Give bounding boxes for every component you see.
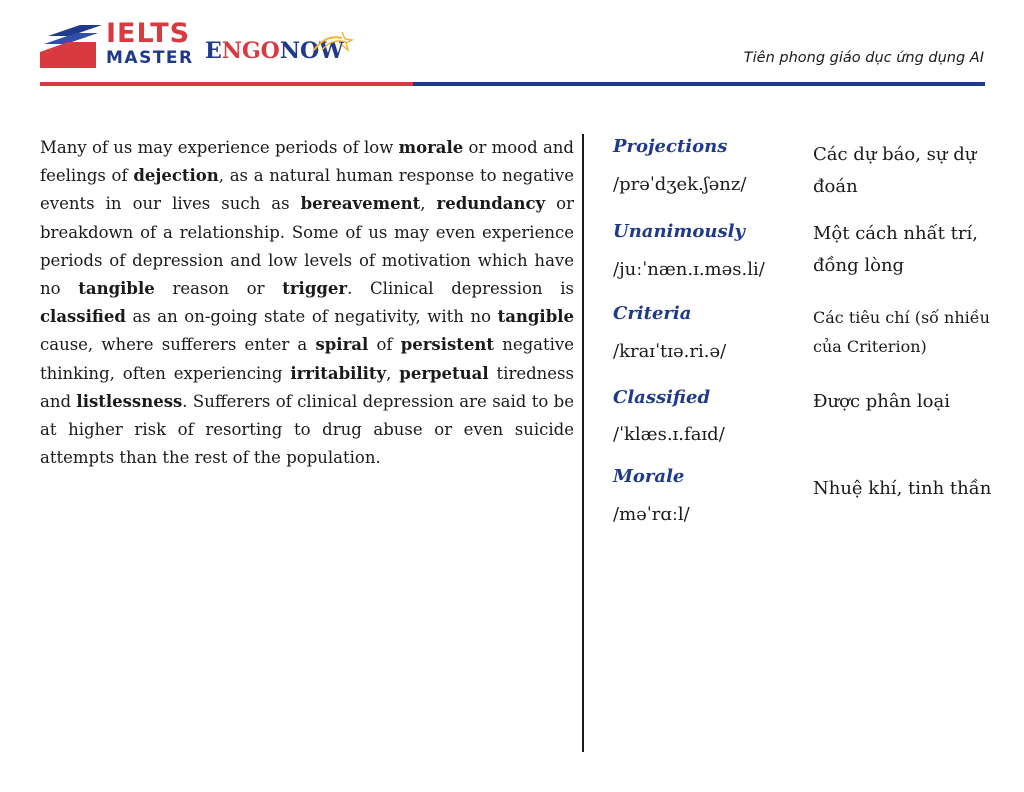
brand-master: MASTER: [106, 48, 194, 68]
brand-engonow-mid: NGO: [221, 38, 280, 64]
passage-keyword: irritability: [290, 363, 387, 383]
passage-keyword: trigger: [282, 279, 348, 299]
header-rule-red: [40, 82, 413, 86]
passage-keyword: redundancy: [436, 194, 546, 214]
vocab-term: Unanimously: [613, 221, 745, 242]
brand-engonow-suffix: NOW: [279, 38, 344, 64]
passage-keyword: listlessness: [76, 391, 183, 411]
passage-keyword: persistent: [400, 335, 494, 355]
vocab-meaning: Các tiêu chí (số nhiều của Criterion): [813, 308, 990, 356]
brand-ielts: IELTS: [106, 18, 191, 49]
tagline: Tiên phong giáo dục ứng dụng AI: [743, 50, 984, 66]
passage-keyword: tangible: [497, 307, 574, 327]
passage-keyword: tangible: [78, 279, 155, 299]
passage-text: as an on-going state of negativity, with no: [125, 307, 498, 327]
brand-engonow-prefix: E: [205, 38, 222, 64]
vocab-meaning: Các dự báo, sự dự đoán: [813, 144, 977, 197]
passage-keyword: perpetual: [399, 363, 489, 383]
passage-text: . Clinical depression is: [347, 279, 575, 299]
vocab-ipa: /juːˈnæn.ɪ.məs.li/: [613, 259, 765, 280]
passage-text: ,: [420, 194, 437, 214]
passage-text: reason or: [154, 279, 283, 299]
passage-keyword: bereavement: [300, 194, 421, 214]
page-header: [0, 0, 1024, 90]
passage-text: , as a natural human response to negative events in our lives such as: [40, 166, 574, 214]
passage-text: Many of us may experience periods of low: [40, 138, 399, 157]
vocab-ipa: /kraɪˈtɪə.ri.ə/: [613, 341, 727, 362]
ielts-master-logo-icon: [40, 22, 102, 68]
vocab-ipa: /ˈklæs.ɪ.faɪd/: [613, 424, 725, 445]
vocab-term: Morale: [613, 466, 685, 487]
passage-text: of: [368, 335, 401, 355]
vocab-meaning: Một cách nhất trí, đồng lòng: [813, 223, 978, 276]
passage-text: tiredness and: [40, 363, 574, 411]
passage-text: negative thinking, often experiencing: [40, 335, 574, 383]
passage-keyword: dejection: [133, 166, 219, 186]
passage-text: or breakdown of a relationship. Some of us may even experience periods of depression and low levels of motivation which have no: [40, 194, 574, 299]
reading-passage: [40, 134, 574, 472]
vocab-meaning: Được phân loại: [813, 391, 951, 412]
passage-text: . Sufferers of clinical depression are said to be at higher risk of resorting to drug abuse or even suicide attempts than the rest of the population.: [40, 391, 574, 468]
passage-keyword: morale: [398, 138, 464, 157]
vocab-term: Criteria: [613, 303, 692, 324]
vocab-ipa: /prəˈdʒek.ʃənz/: [613, 174, 747, 195]
vocab-ipa: /məˈrɑːl/: [613, 504, 690, 525]
vocab-meaning: Nhuệ khí, tinh thần: [813, 478, 992, 499]
passage-text: ,: [386, 363, 400, 383]
engonow-spark-icon: [312, 30, 356, 52]
vocab-term: Classified: [613, 387, 711, 408]
column-divider: [582, 134, 584, 752]
header-rule-blue: [413, 82, 985, 86]
passage-keyword: spiral: [315, 335, 369, 355]
passage-keyword: classified: [40, 307, 126, 327]
passage-text: cause, where sufferers enter a: [40, 335, 316, 355]
vocab-term: Projections: [613, 136, 728, 157]
passage-text: or mood and feelings of: [40, 138, 574, 186]
